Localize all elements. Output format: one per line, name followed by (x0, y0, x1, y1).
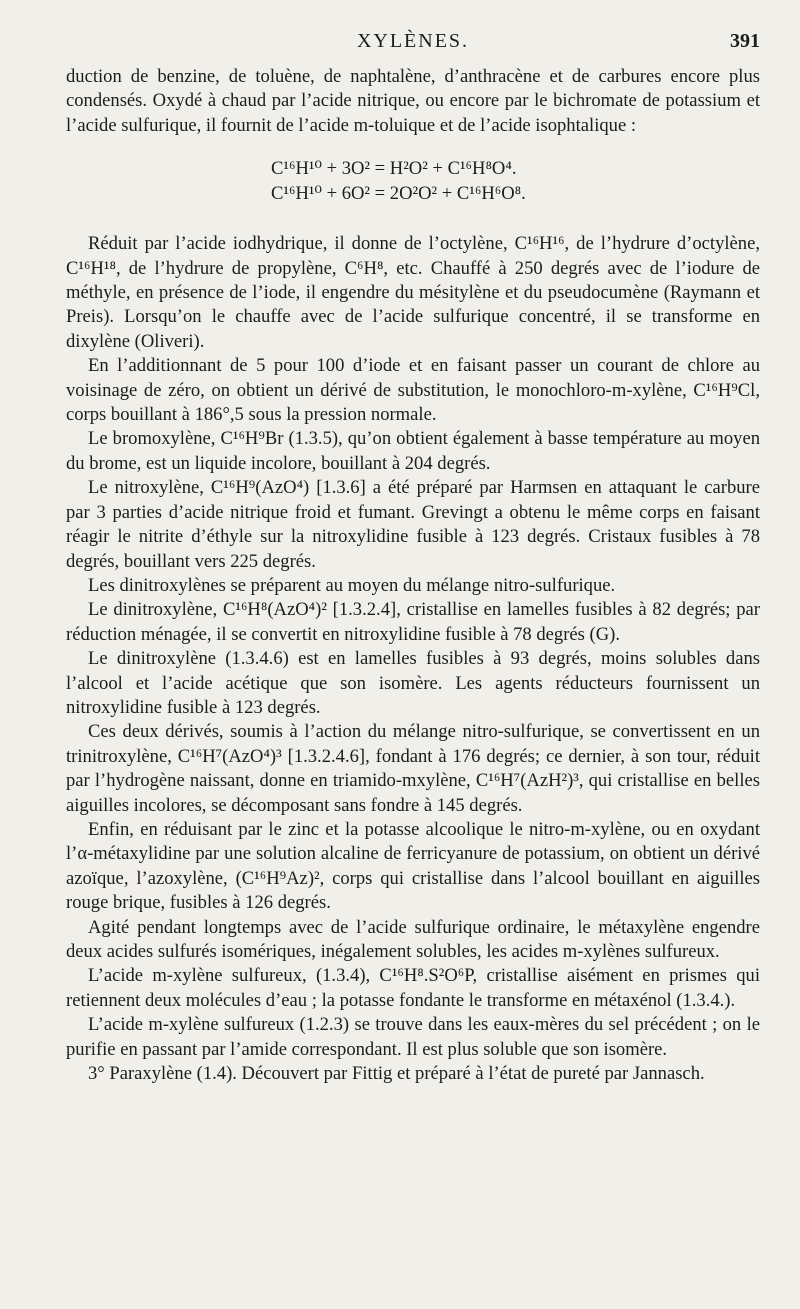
formula-2: C¹⁶H¹⁰ + 6O² = 2O²O² + C¹⁶H⁶O⁸. (271, 183, 526, 205)
paragraph-12: L’acide m-xylène sulfureux, (1.3.4), C¹⁶H⁸.S²O⁶P, cristallise aisément en prismes qui retiennent deux molécules d’eau ; la potasse fondante le transforme en métaxénol (1.3.4.). (66, 965, 760, 1011)
paragraph-1: duction de benzine, de toluène, de naphtalène, d’anthracène et de carbures encore plus condensés. Oxydé à chaud par l’acide nitrique, ou encore par le bichromate de potassium et l’acide sulfurique, il fournit de l’acide m-toluique et de l’acide isophtalique : (66, 66, 760, 136)
paragraph-13: L’acide m-xylène sulfureux (1.2.3) se trouve dans les eaux-mères du sel précédent ; on le purifie en passant par l’amide correspondant. Il est plus soluble que son isomère. (66, 1014, 760, 1060)
paragraph-11: Agité pendant longtemps avec de l’acide sulfurique ordinaire, le métaxylène engendre deux acides sulfurés isomériques, inégalement solubles, les acides m-xylènes sulfureux. (66, 916, 760, 962)
paragraph-6: Les dinitroxylènes se préparent au moyen du mélange nitro-sulfurique. (88, 574, 616, 596)
formula-1: C¹⁶H¹⁰ + 3O² = H²O² + C¹⁶H⁸O⁴. (271, 158, 517, 180)
paragraph-9: Ces deux dérivés, soumis à l’action du mélange nitro-sulfurique, se convertissent en un trinitroxylène, C¹⁶H⁷(AzO⁴)³ [1.3.2.4.6], fondant à 176 degrés; ce dernier, à son tour, réduit par l’hydrogène naissant, donne en triamido-mxylène, C¹⁶H⁷(AzH²)³, qui cristallise en belles aiguilles incolores, se décomposant sans fondre à 145 degrés. (66, 721, 760, 816)
formula-block (66, 156, 760, 206)
page-number: 391 (730, 30, 760, 52)
paragraph-14: 3° Paraxylène (1.4). Découvert par Fittig et préparé à l’état de pureté par Jannasch. (88, 1063, 705, 1085)
paragraph-7: Le dinitroxylène, C¹⁶H⁸(AzO⁴)² [1.3.2.4], cristallise en lamelles fusibles à 82 degrés; par réduction ménagée, il se convertit en nitroxylidine fusible à 78 degrés (G). (66, 599, 760, 645)
body-text (66, 65, 760, 1086)
paragraph-4: Le bromoxylène, C¹⁶H⁹Br (1.3.5), qu’on obtient également à basse température au moyen du brome, est un liquide incolore, bouillant à 204 degrés. (66, 428, 760, 474)
paragraph-2: Réduit par l’acide iodhydrique, il donne de l’octylène, C¹⁶H¹⁶, de l’hydrure d’octylène, C¹⁶H¹⁸, de l’hydrure de propylène, C⁶H⁸, etc. Chauffé à 250 degrés avec de l’iodure de méthyle, en présence de l’iode, il engendre du mésitylène et du pseudocumène (Raymann et Preis). Lorsqu’on le chauffe avec de l’acide sulfurique concentré, il se transforme en dixylène (Oliveri). (66, 233, 760, 352)
page-header (66, 30, 760, 58)
paragraph-8: Le dinitroxylène (1.3.4.6) est en lamelles fusibles à 93 degrés, moins solubles dans l’alcool et l’acide acétique que son isomère. Les agents réducteurs fournissent un nitroxylidine fusible à 123 degrés. (66, 648, 760, 718)
paragraph-3: En l’additionnant de 5 pour 100 d’iode et en faisant passer un courant de chlore au voisinage de zéro, on obtient un dérivé de substitution, le monochloro-m-xylène, C¹⁶H⁹Cl, corps bouillant à 186°,5 sous la pression normale. (66, 355, 760, 426)
running-title: XYLÈNES. (356, 30, 470, 52)
paragraph-10: Enfin, en réduisant par le zinc et la potasse alcoolique le nitro-m-xylène, ou en oxydant l’α-métaxylidine par une solution alcaline de ferricyanure de potassium, on obtient un dérivé azoïque, l’azoxylène, (C¹⁶H⁹Az)², corps qui cristallise dans l’alcool bouillant en aiguilles rouge brique, fusibles à 126 degrés. (66, 818, 760, 914)
paragraph-5: Le nitroxylène, C¹⁶H⁹(AzO⁴) [1.3.6] a été préparé par Harmsen en attaquant le carbure par 3 parties d’acide nitrique froid et fumant. Grevingt a obtenu le même corps en faisant réagir le nitrite d’éthyle sur la nitroxylidine fusible à 123 degrés. Cristaux fusibles à 78 degrés, bouillant vers 225 degrés. (66, 477, 760, 572)
